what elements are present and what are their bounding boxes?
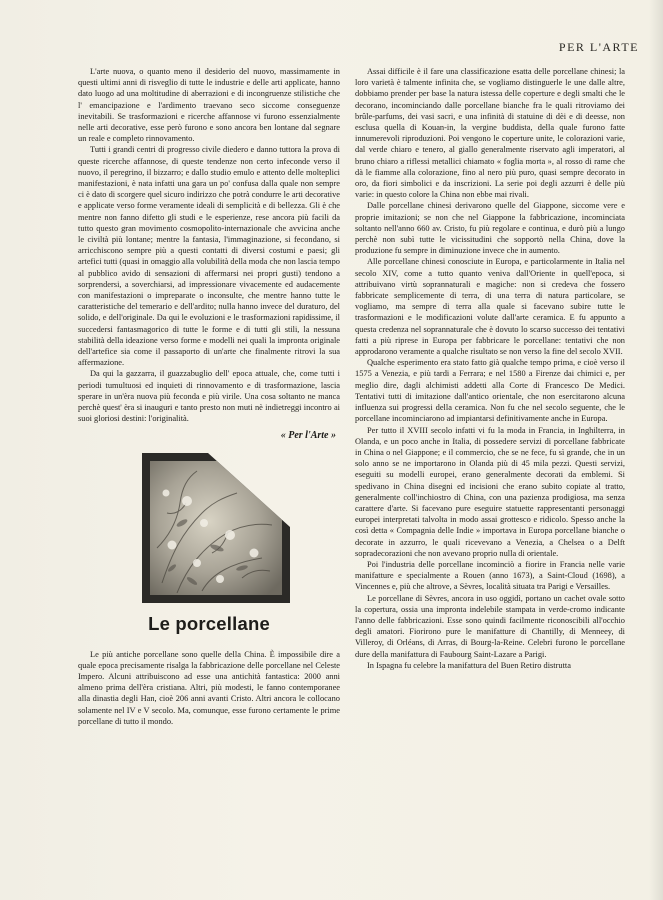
paragraph: L'arte nuova, o quanto meno il desiderio del nuovo, massimamente in questi ultimi anni di risveglio di tutte le industrie e delle arti applicate, hanno dato luogo ad una moltitudine di aberrazioni e di incongruenze stilistiche che l' emancipazione e l'ardimento traevano seco siccome conseguenze inevitabili. Se trasformazioni e ricerche affannose vi furono essenzialmente nelle arti decorative, esse però furono e sono ancora ben lontane dal segnare un reale e completo rinnovamento. (78, 67, 340, 144)
article-title: Le porcellane (148, 612, 270, 634)
page-edge-shadow (649, 0, 663, 900)
paragraph: Le più antiche porcellane sono quelle della China. È impossibile dire a quale epoca precisamente risalga la fabbricazione delle porcellane nel Celeste Impero. Alcuni attribuiscono ad esse una antichità fantastica: 2000 anni almeno prima dell'èra cristiana. Altri, più modesti, le fanno contemporanee alla dinastia degli Han, cioè 206 anni avanti Cristo. Altri ancora le collocano solamente nel IV e V secolo. Ma, comunque, esse furono certamente le prime porcellane di tutto il mondo. (78, 649, 340, 726)
paragraph: Le porcellane di Sèvres, ancora in uso oggidì, portano un cachet ovale sotto la copertura, ossia una impronta indelebile stampata in verde-cromo indicante l'anno delle fabbricazioni. Esse sono quindi facilmente riconoscibili all'occhio degli amatori. Fiorirono pure le manifatture di Chantilly, di Menneey, di Villeroy, di Orléans, di Arras, di Bourg-la-Reine. Celebri furono le porcellane dure della manifattura di Faubourg Saint-Lazare a Parigi. (355, 593, 625, 659)
porcelain-plaque-image (142, 453, 290, 603)
paragraph: Da qui la gazzarra, il guazzabuglio dell' epoca attuale, che, come tutti i periodi tumultuosi ed inquieti di rinnovamento e di trasformazione, lascia sperare in un'èra nuova più feconda e più virile. Una cosa soltanto ne manca perchè quest' èra si inauguri e tanto presto non muti nè indietreggi incontro ai suoi gloriosi destini: l'originalità. (78, 369, 340, 424)
paragraph: Assai difficile è il fare una classificazione esatta delle porcellane chinesi; la loro varietà è talmente infinita che, se vogliamo distinguerle le une dalle altre, dobbiamo prender per base la natura istessa delle coperture e degli smalti che le decorano, incominciando dalle porcellane bianche fra le quali ritroviamo dei brûle-parfums, dei vasi sacri, e una infinità di statuine di dèi e di deesse, non esclusa quella di Kouan-in, la vergine buddista, della quale furono fatte innumerevoli riproduzioni. Poi vengono le coperture unite, le colorazioni varie, dal verde chiaro e tenero, al giallo generalmente riservato agli imperatori, al bruno chiaro a riflessi metallici chiamato « foglia morta », al rosso di rame che dà le fiamme alla colorazione, fino al nero più puro, quasi sempre decorato in oro, da fiori simbolici e da inscrizioni. La serie poi degli azzurri è delle più varie: in questo colore la China non ebbe mai rivali. (355, 67, 625, 200)
paragraph: Per tutto il XVIII secolo infatti vi fu la moda in Francia, in Inghilterra, in Olanda, e un poco anche in Italia, di possedere servizi di porcellane fabbricate in China o nel Giappone; e il commercio, che se ne fece, fu sì grande, che in un solo anno se ne importarono in Olanda più di 45 mila pezzi. Questi servizi, eseguiti su modelli europei, erano generalmente decorati da emblemi. Si spedivano in China disegni ed incisioni che erano subito copiate al tratto, generalmente coll'inchiostro di China, con una pazienza prodigiosa, ma senza carattere d'arte. Si facevano pure eseguire statuette rappresentanti personaggi europei interpretati talvolta in modo assai grottesco e ridicolo. Spesso anche la così detta « Compagnia delle Indie » importava in Europa porcellane bianche o decorate in azzurro, le quali ricevevano a Venezia, a Chelsea o a Delft sopradecorazioni che non avevano proprio nulla di orientale. (355, 425, 625, 558)
paragraph: Dalle porcellane chinesi derivarono quelle del Giappone, siccome vere e proprie imitazioni; se non che nel Giappone la fabbricazione, incominciata soltanto nell'anno 660 av. Cristo, fu più regolare e continua, e durò più a lungo perchè non subì tutte le vicissitudini che sopportò nella China, dove la produzione fu sempre in diminuzione invece che in aumento. (355, 201, 625, 256)
paragraph: In Ispagna fu celebre la manifattura del Buen Retiro distrutta (367, 660, 571, 670)
right-column (355, 66, 625, 671)
running-head: PER L'ARTE (558, 40, 639, 54)
editorial-signature: « Per l'Arte » (280, 429, 336, 441)
paragraph: Qualche esperimento era stato fatto già qualche tempo prima, e cioè verso il 1575 a Venezia, e più tardi a Ferrara; e nel 1580 a Firenze dai chimici e, per meglio dire, dagli alchimisti addetti alla Corte di Francesco De Medici. Tentativi tutti di imitazione dall'antico orientale, che non esercitarono alcuna influenza sui progressi della ceramica. Non fu che nel secolo seguente, che le porcellane incominciarono ad impiantarsi definitivamente anche in Europa. (355, 358, 625, 424)
left-column (78, 66, 340, 727)
paragraph: Poi l'industria delle porcellane incominciò a fiorire in Francia nelle varie manifatture e specialmente a Rouen (anno 1673), a Saint-Cloud (1698), a Vincennes e, più che altrove, a Sèvres, località situata tra Parigi e Versailles. (355, 559, 625, 592)
paragraph: Tutti i grandi centri di progresso civile diedero e danno tuttora la prova di queste ricerche affannose, di queste tendenze non certo infeconde verso il nuovo, il peregrino, il bizzarro; e dallo studio emulo e attento delle molteplici manifestazioni, è nata infatti una gara un po' confusa dalla quale non sempre ci è dato di scorgere quel sicuro indirizzo che potrà condurre le arti decorative e applicate verso forme veramente ideali di semplicità e di bellezza. Gli è che mentre non fanno difetto gli studi e le esperienze, rese ancora più facili da tutto questo gran movimento cosmopolito-internazionale che avvicina anche le civiltà più lontane; mentre la fantasia, l'immaginazione, si fecondano, si arricchiscono sempre più a questi contatti di diversi costumi e paesi; gli artefici tutti (quasi in omaggio alla volubilità della moda che non lascia tempo al pubblico avido di sensazioni di affermarsi nei propri gusti) tendono a sorprendersi, a soverchiarsi, ad impressionare vivacemente ed audacemente con manifestazioni o impreparate o inconsulte, che mentre hanno tutte le caratteristiche del temerario e dell'ardito; nulla hanno invece del duraturo, del solido, e dell'originale. Da qui le evoluzioni e le trasformazioni rapidissime, il succedersi fantasmagorico di tutte le forme e di tutti gli stili, la nessuna stabilità della ideazione verso forme e modelli nei quali la impronta originale dell'artefice sia come il passaporto di un'arte che finalmente ritrovi la sua affermazione. (78, 145, 340, 368)
paragraph: Alle porcellane chinesi conosciute in Europa, e particolarmente in Italia nel secolo XIV, come a tutto quanto veniva dall'Oriente in quell'epoca, si attribuivano virtù soprannaturali e magiche: non si credeva che fossero fabbricate semplicemente di terra, di una terra di natura particolare, se vogliamo, ma sempre di terra alla quale si facevano subire tutte le trasformazioni e le modificazioni volute dall'arte ceramica. E fu appunto a questa credenza nel soprannaturale che è dovuto lo scarso successo dei tentativi fatti a più riprese in Europa per fabbricare le porcellane: tentativi che non approdarono veramente a qualche risultato se non verso la fine del secolo XVII. (355, 257, 625, 357)
